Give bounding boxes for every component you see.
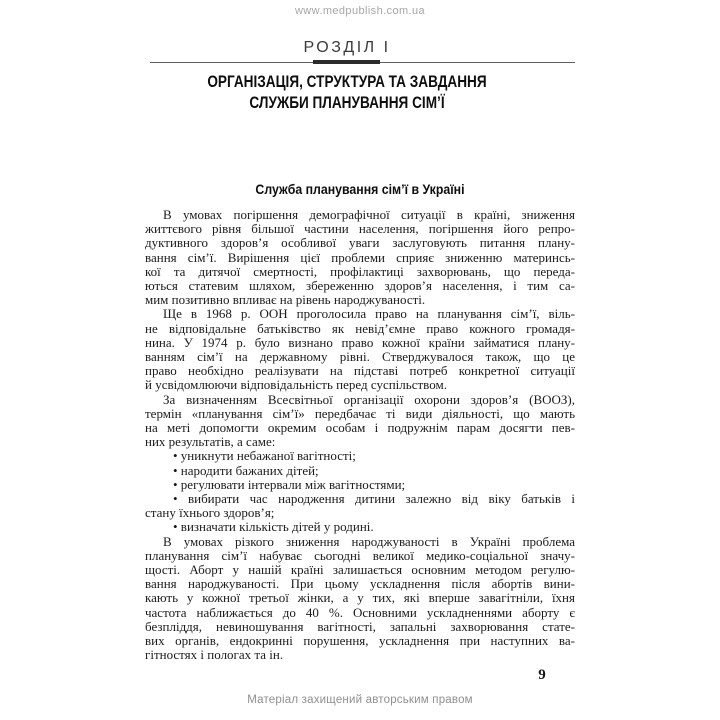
copyright-notice: Матеріал захищений авторським правом [247,694,473,706]
chapter-title-line-1: ОРГАНІЗАЦІЯ, СТРУКТУРА ТА ЗАВДАННЯ [207,72,487,91]
body-line: стану їхнього здоров’я; [145,505,275,521]
body-line: Ще в 1968 р. ООН проголосила право на планування сім’ї, віль- [163,306,575,322]
body-line: кої та дитячої смертності, профілактиці захворювань, що переда- [145,263,575,279]
body-line: • вибирати час народження дитини залежно від віку батьків і [173,491,575,507]
body-line: ванням сім’ї на державному рівні. Стверджувалося також, що це [145,349,575,365]
body-line: За визначенням Всесвітньої організації охорони здоров’я (ВООЗ), [163,391,575,407]
chapter-label: РОЗДІЛ I [303,39,391,56]
body-line: на меті допомогти окремим особам і подружнім парам досягти пев- [145,420,575,436]
body-line: термін «планування сім’ї» передбачає ті види діяльності, що мають [145,405,575,421]
body-line: • регулювати інтервали між вагітностями; [173,476,406,492]
body-line: вання народжуваності. При цьому ускладнення після абортів вини- [145,576,575,592]
body-line: ються статевим шляхом, збереженню здоров’я населення, і тим са- [145,278,575,294]
chapter-title [59,71,635,113]
body-line: гітностях і пологах та ін. [145,647,284,663]
body-line: й усвідомлюючи відповідальність перед суспільством. [145,377,447,393]
body-line: щості. Аборт у нашій країні залишається основним методом регулю- [145,562,575,578]
body-line: • народити бажаних дітей; [173,462,319,478]
section-title: Служба планування сім’ї в Україні [255,181,465,197]
body-line: них результатів, а саме: [145,434,276,450]
page-number: 9 [538,667,546,683]
body-line: • уникнути небажаної вагітності; [173,448,356,464]
site-url-watermark: www.medpublish.com.ua [294,5,426,17]
body-line: В умовах різкого зниження народжуваності в Україні проблема [163,533,575,549]
body-line: вих органів, ендокринні порушення, ускладнення при наступних ва- [145,633,575,649]
body-line: вання сім’ї. Вирішення цієї проблеми сприяє зниженню материнсь- [145,249,575,265]
body-line: частота наближається до 40 %. Основними ускладненнями аборту є [145,604,575,620]
body-line: дуктивного здоров’я особливої уваги заслуговують питання плану- [145,235,575,251]
body-line: В умовах погіршення демографічної ситуації в країні, зниження [163,207,575,222]
body-line: не відповідальне батьківство як невід’ємне право кожного громадя- [145,320,575,336]
body-line: право необхідно реалізувати на підставі потреб конкретної ситуації [145,363,575,379]
body-line: планування сім’ї набуває сьогодні великої медико-соціальної значу- [145,547,575,563]
body-line: безпліддя, невиношування вагітності, запальні захворювання стате- [145,618,575,634]
body-line: життєвого рівня більшої частини населення, погіршення його репро- [145,221,575,237]
body-line: нина. У 1974 р. було визнано право кожної країни займатися плану- [145,334,575,350]
chapter-title-line-2: СЛУЖБИ ПЛАНУВАННЯ СІМ’Ї [249,93,445,112]
body-text [145,208,575,663]
body-line: мим позитивно впливає на рівень народжуваності. [145,292,426,308]
chapter-rule-accent [313,60,380,64]
body-line: • визначати кількість дітей у родині. [173,519,374,535]
body-line: кають у кожної третьої жінки, а у тих, які вперше завагітніли, їхня [145,590,575,606]
